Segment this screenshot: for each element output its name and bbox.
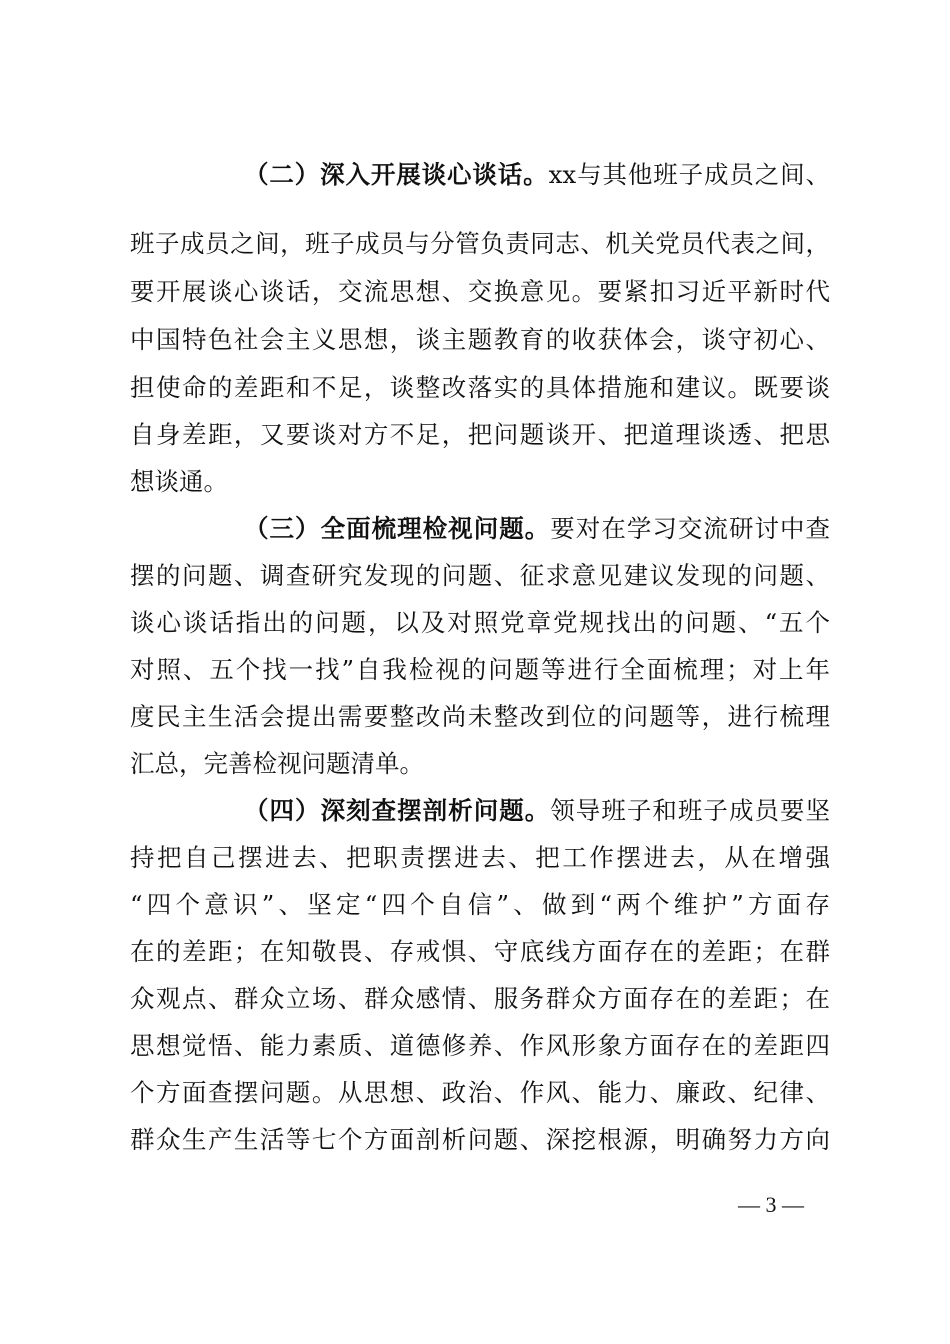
paragraph-line: “四个意识”、坚定“四个自信”、做到“两个维护”方面存	[130, 890, 830, 919]
paragraph-line: 在的差距；在知敬畏、存戒惧、守底线方面存在的差距；在群	[130, 937, 830, 966]
paragraph-line: 思想觉悟、能力素质、道德修养、作风形象方面存在的差距四	[130, 1031, 830, 1060]
paragraph-text: 要对在学习交流研讨中查	[550, 514, 831, 543]
paragraph-line	[244, 160, 830, 190]
paragraph-text: xx与其他班子成员之间、	[548, 160, 830, 189]
paragraph-line: 谈心谈话指出的问题，以及对照党章党规找出的问题、“五个	[130, 608, 830, 637]
paragraph-line: 摆的问题、调查研究发现的问题、征求意见建议发现的问题、	[130, 561, 830, 590]
page-number: — 3 —	[738, 1192, 804, 1217]
paragraph-line: 个方面查摆问题。从思想、政治、作风、能力、廉政、纪律、	[130, 1078, 830, 1107]
paragraph-line: 群众生产生活等七个方面剖析问题、深挖根源，明确努力方向	[130, 1125, 830, 1154]
paragraph-line: 众观点、群众立场、群众感情、服务群众方面存在的差距；在	[130, 984, 830, 1013]
section-heading: （二）深入开展谈心谈话。	[244, 160, 549, 189]
paragraph-line: 想谈通。	[130, 467, 228, 496]
paragraph-line	[244, 796, 830, 826]
paragraph-line: 自身差距，又要谈对方不足，把问题谈开、把道理谈透、把思	[130, 420, 830, 449]
paragraph-line: 班子成员之间，班子成员与分管负责同志、机关党员代表之间，	[130, 229, 830, 258]
paragraph-line: 持把自己摆进去、把职责摆进去、把工作摆进去，从在增强	[130, 843, 830, 872]
section-heading: （四）深刻查摆剖析问题。	[244, 796, 551, 825]
paragraph-line	[244, 514, 830, 544]
paragraph-line: 对照、五个找一找”自我检视的问题等进行全面梳理；对上年	[130, 655, 830, 684]
paragraph-line: 中国特色社会主义思想，谈主题教育的收获体会，谈守初心、	[130, 325, 830, 354]
paragraph-line: 担使命的差距和不足，谈整改落实的具体措施和建议。既要谈	[130, 373, 830, 402]
paragraph-line: 汇总，完善检视问题清单。	[130, 749, 424, 778]
section-heading: （三）全面梳理检视问题。	[244, 514, 551, 543]
paragraph-line: 度民主生活会提出需要整改尚未整改到位的问题等，进行梳理	[130, 702, 830, 731]
paragraph-line: 要开展谈心谈话，交流思想、交换意见。要紧扣习近平新时代	[130, 277, 830, 306]
paragraph-text: 领导班子和班子成员要坚	[550, 796, 831, 825]
